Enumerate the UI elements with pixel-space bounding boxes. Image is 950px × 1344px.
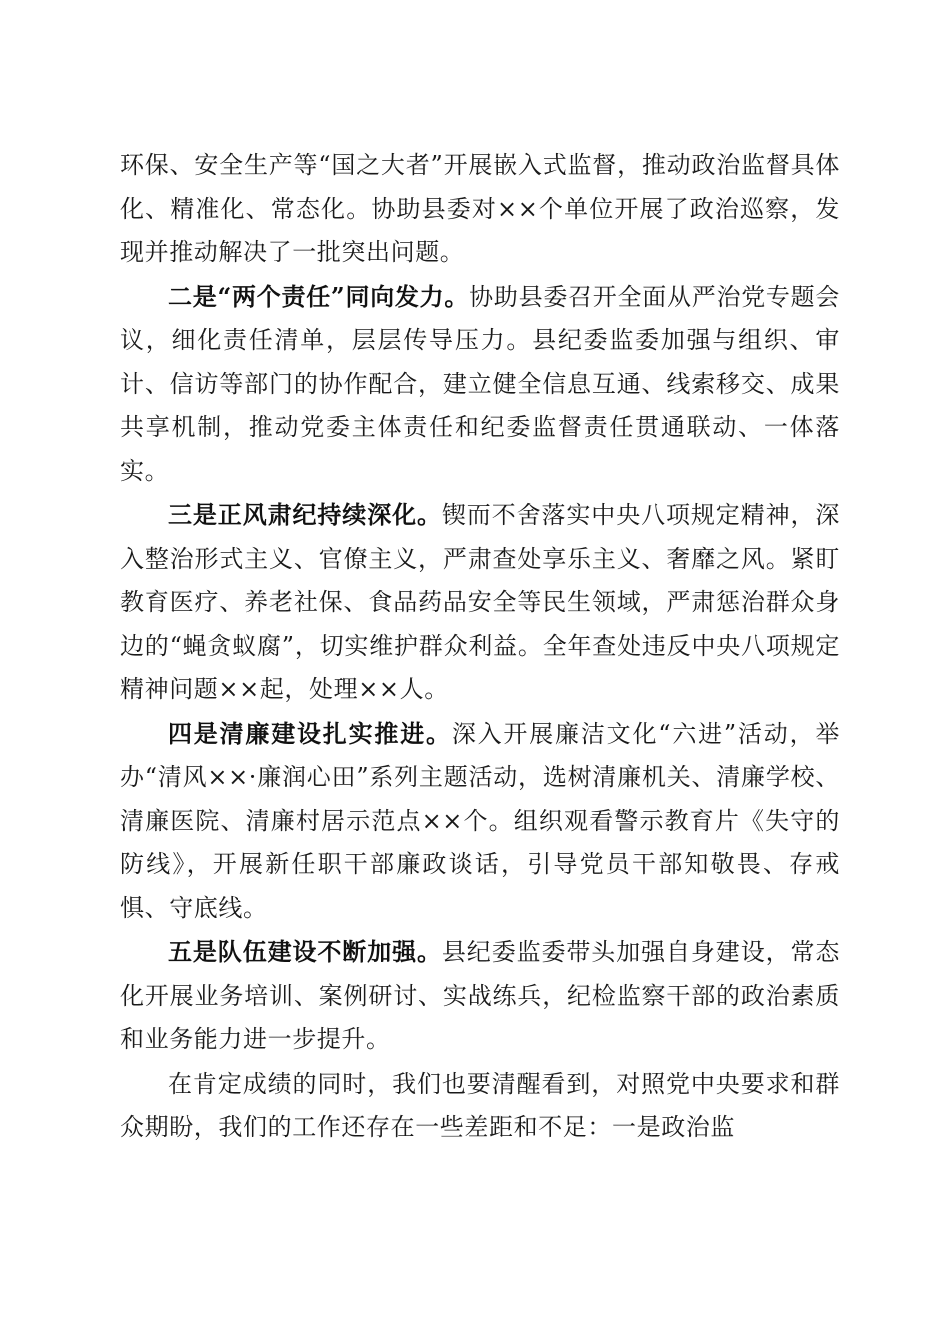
- paragraph-4-lead: 四是清廉建设扎实推进。: [168, 718, 452, 748]
- document-body: [120, 143, 840, 1150]
- paragraph-4: [120, 712, 840, 931]
- paragraph-6: [120, 1062, 840, 1150]
- paragraph-3: [120, 493, 840, 712]
- paragraph-6-text: 在肯定成绩的同时，我们也要清醒看到，对照党中央要求和群众期盼，我们的工作还存在一些差距和不足：一是政治监: [120, 1069, 840, 1141]
- paragraph-2-text: 协助县委召开全面从严治党专题会议，细化责任清单，层层传导压力。县纪委监委加强与组织、审计、信访等部门的协作配合，建立健全信息互通、线索移交、成果共享机制，推动党委主体责任和纪委监督责任贯通联动、一体落实。: [120, 282, 840, 485]
- paragraph-4-text: 深入开展廉洁文化“六进”活动，举办“清风××·廉润心田”系列主题活动，选树清廉机关、清廉学校、清廉医院、清廉村居示范点××个。组织观看警示教育片《失守的防线》，开展新任职干部廉政谈话，引导党员干部知敬畏、存戒惧、守底线。: [120, 719, 840, 922]
- paragraph-2-lead: 二是“两个责任”同向发力。: [168, 281, 470, 311]
- paragraph-5: [120, 930, 840, 1062]
- paragraph-3-text: 锲而不舍落实中央八项规定精神，深入整治形式主义、官僚主义，严肃查处享乐主义、奢靡之风。紧盯教育医疗、养老社保、食品药品安全等民生领域，严肃惩治群众身边的“蝇贪蚁腐”，切实维护群众利益。全年查处违反中央八项规定精神问题××起，处理××人。: [120, 501, 840, 703]
- paragraph-1: [120, 143, 840, 275]
- paragraph-2: [120, 275, 840, 494]
- paragraph-1-text: 环保、安全生产等“国之大者”开展嵌入式监督，推动政治监督具体化、精准化、常态化。协助县委对××个单位开展了政治巡察，发现并推动解决了一批突出问题。: [120, 151, 840, 266]
- paragraph-5-text: 县纪委监委带头加强自身建设，常态化开展业务培训、案例研讨、实战练兵，纪检监察干部的政治素质和业务能力进一步提升。: [120, 938, 840, 1053]
- paragraph-3-lead: 三是正风肃纪持续深化。: [168, 500, 442, 529]
- paragraph-5-lead: 五是队伍建设不断加强。: [168, 937, 442, 966]
